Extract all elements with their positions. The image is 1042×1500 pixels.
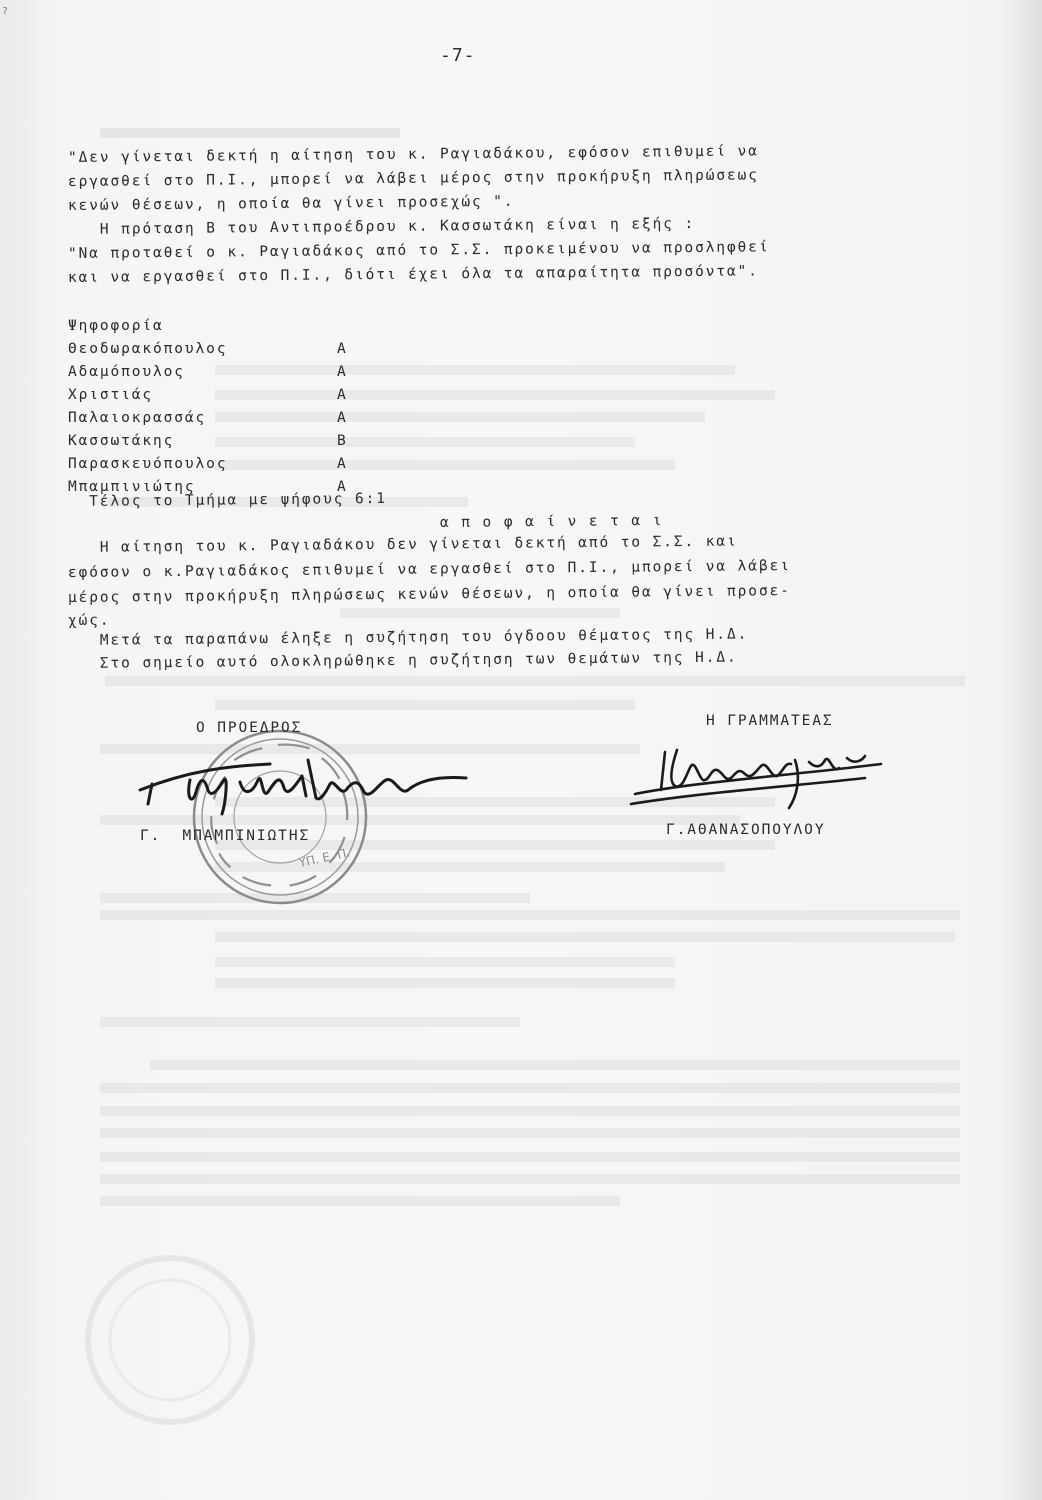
decision-line: εφόσον ο κ.Ραγιαδάκος επιθυμεί να εργασθεί στο Π.Ι., μπορεί να λάβει: [67, 558, 791, 581]
vote-result: Τέλος το Τμήμα με ψήφους 6:1: [67, 490, 387, 510]
paragraph-line: "Να προταθεί ο κ. Ραγιαδάκος από το Σ.Σ. προκειμένου να προσληφθεί: [67, 239, 770, 262]
decision-line: Η αίτηση του κ. Ραγιαδάκου δεν γίνεται δεκτή από το Σ.Σ. και: [67, 533, 738, 556]
decides-word: α π ο φ α ί ν ε τ α ι: [439, 512, 664, 531]
paragraph-line: κενών θέσεων, η οποία θα γίνει προσεχώς ".: [67, 193, 515, 214]
vote-value: Α: [337, 410, 348, 426]
page-number: -7-: [440, 45, 476, 66]
president-signature: [130, 740, 480, 820]
paragraph-line: εργασθεί στο Π.Ι., μπορεί να λάβει μέρος στην προκήρυξη πληρώσεως: [67, 167, 759, 190]
voter-name: Παρασκευόπουλος: [68, 456, 228, 472]
decision-line: χώς.: [67, 612, 111, 629]
voting-heading: Ψηφοφορία: [68, 318, 164, 334]
paragraph-line: και να εργασθεί στο Π.Ι., διότι έχει όλα τα απαραίτητα προσόντα".: [67, 263, 759, 286]
vote-value: Α: [337, 456, 348, 472]
vote-value: Α: [337, 341, 348, 357]
secretary-signature: [625, 738, 895, 823]
edge-mark: ?: [2, 6, 9, 17]
voter-name: Θεοδωρακόπουλος: [68, 341, 228, 357]
vote-value: Β: [337, 433, 348, 449]
decision-line: Μετά τα παραπάνω έληξε η συζήτηση του όγδοου θέματος της Η.Δ.: [67, 626, 749, 649]
president-name: Γ. ΜΠΑΜΠΙΝΙΩΤΗΣ: [140, 828, 311, 844]
vote-value: Α: [337, 479, 348, 495]
svg-text:ΥΠ. Ε. Π.: ΥΠ. Ε. Π.: [297, 845, 352, 870]
voter-name: Παλαιοκρασσάς: [68, 410, 207, 426]
paragraph-line: Η πρόταση Β του Αντιπροέδρου κ. Κασσωτάκη είναι η εξής :: [67, 215, 696, 238]
voter-name: Μπαμπινιώτης: [68, 479, 196, 495]
decision-line: μέρος στην προκήρυξη πληρώσεως κενών θέσεων, η οποία θα γίνει προσε-: [67, 583, 791, 606]
secretary-name: Γ.ΑΘΑΝΑΣΟΠΟΥΛΟΥ: [666, 822, 826, 838]
secretary-title: Η ΓΡΑΜΜΑΤΕΑΣ: [706, 713, 834, 729]
decision-line: Στο σημείο αυτό ολοκληρώθηκε η συζήτηση των θεμάτων της Η.Δ.: [67, 649, 738, 672]
paragraph-line: "Δεν γίνεται δεκτή η αίτηση του κ. Ραγιαδάκου, εφόσον επιθυμεί να: [67, 143, 759, 166]
vote-value: Α: [337, 364, 348, 380]
vote-value: Α: [337, 387, 348, 403]
president-title: Ο ΠΡΟΕΔΡΟΣ: [196, 720, 303, 736]
voter-name: Χριστιάς: [68, 387, 154, 403]
voter-name: Αδαμόπουλος: [68, 364, 185, 380]
voter-name: Κασσωτάκης: [68, 433, 175, 449]
